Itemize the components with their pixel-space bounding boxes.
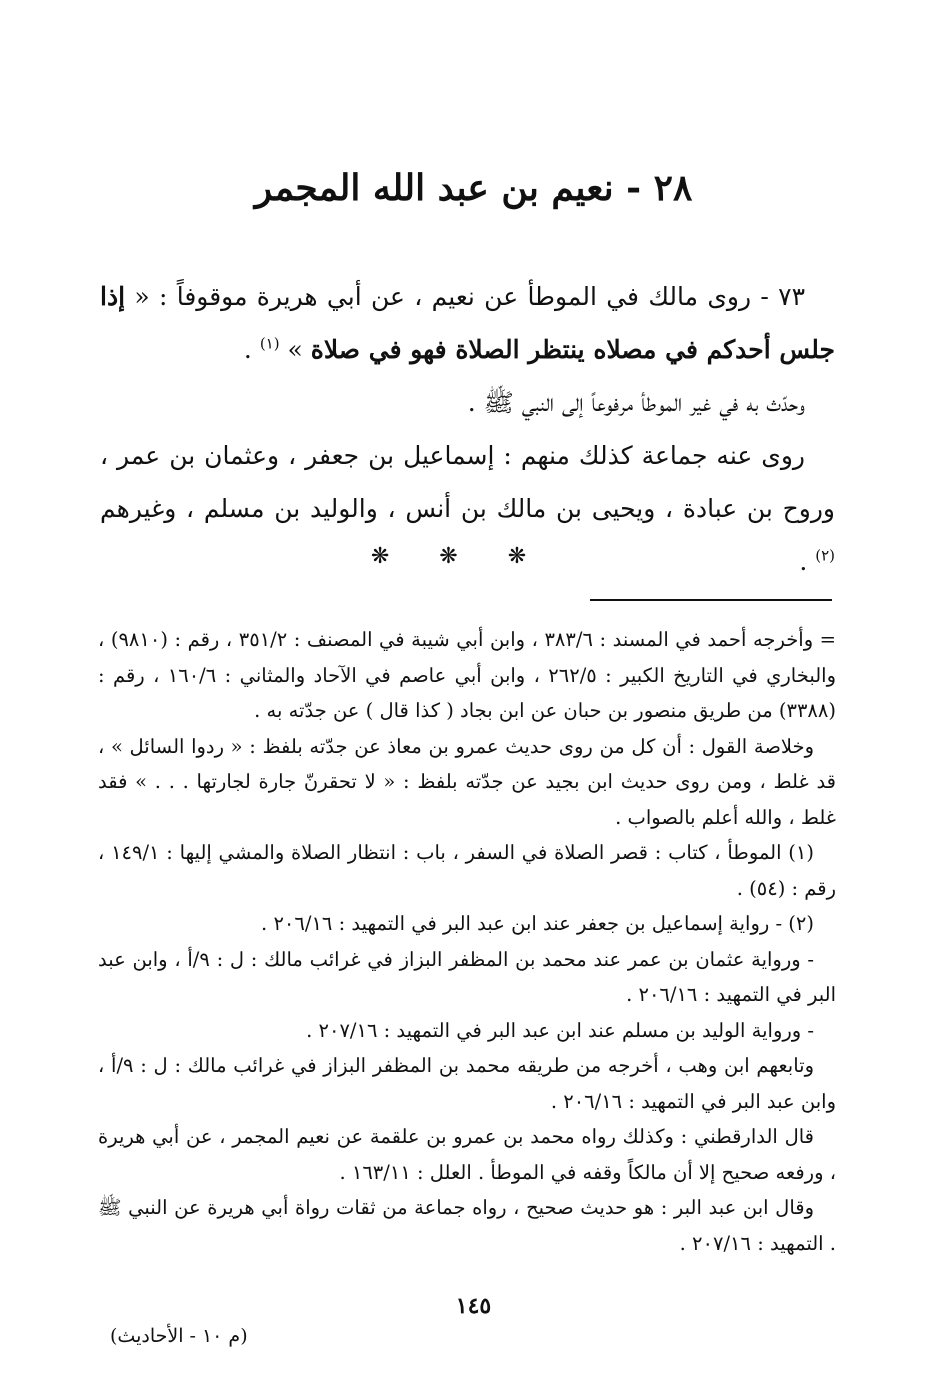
footnote-2-walid: - ورواية الوليد بن مسلم عند ابن عبد البر في التمهيد : ٢٠٧/١٦ .: [306, 1018, 814, 1042]
narrators-text: روى عنه جماعة كذلك منهم : إسماعيل بن جعفر ، وعثمان بن عمر ، وروح بن عبادة ، ويحيى بن مالك بن أنس ، والوليد بن مسلم ، وغيرهم: [100, 441, 835, 523]
footnote-2-ibn-abd-al-barr: وقال ابن عبد البر : هو حديث صحيح ، رواه جماعة من ثقات رواة أبي هريرة عن النبي ﷺ . التمهيد : ٢٠٧/١٦ .: [98, 1196, 836, 1255]
footnote-ref-2[interactable]: (٢): [815, 546, 835, 565]
marfu-paragraph: وحدّث به في غير الموطأ مرفوعاً إلى النبي ﷺ .: [467, 388, 805, 417]
hadith-intro: ٧٣ - روى مالك في الموطأ عن نعيم ، عن أبي هريرة موقوفاً : «: [125, 282, 805, 311]
footnote-2: (٢) - رواية إسماعيل بن جعفر عند ابن عبد البر في التمهيد : ٢٠٦/١٦ .: [261, 912, 814, 935]
narrators-period: .: [799, 547, 816, 576]
period: .: [243, 335, 260, 364]
footnote-2-daraqutni: قال الدارقطني : وكذلك رواه محمد بن عمرو بن علقمة عن نعيم المجمر ، عن أبي هريرة ، ورفعه صحيح إلا أن مالكاً وقفه في الموطأ . العلل : ١٦٣/١١ .: [98, 1125, 836, 1184]
page-number: ١٤٥: [455, 1293, 492, 1319]
footnote-continued: = وأخرجه أحمد في المسند : ٣٨٣/٦ ، وابن أبي شيبة في المصنف : ٣٥١/٢ ، رقم : (٩٨١٠) ، والبخاري في التاريخ الكبير : ٢٦٢/٥ ، وابن أبي عاصم في الآحاد والمثاني : ١٦٠/٦ ، رقم : (٣٣٨٨) من طريق منصور بن حبان عن ابن بجاد ( كذا قال ) عن جدّته به .: [98, 628, 836, 722]
footnote-divider: [590, 599, 832, 601]
footnote-2-ibn-wahb: وتابعهم ابن وهب ، أخرجه من طريقه محمد بن المظفر البزاز في غرائب مالك : ل : ٩/أ ، وابن عبد البر في التمهيد : ٢٠٦/١٦ .: [98, 1054, 836, 1113]
hadith-quote: إذا جلس أحدكم في مصلاه ينتظر الصلاة فهو في صلاة: [100, 282, 835, 364]
main-text: [100, 270, 835, 588]
hadith-paragraph: [100, 270, 835, 376]
footnotes: [98, 622, 836, 1261]
footnote-2-uthman: - ورواية عثمان بن عمر عند محمد بن المظفر البزاز في غرائب مالك : ل : ٩/أ ، وابن عبد البر في التمهيد : ٢٠٦/١٦ .: [98, 947, 836, 1006]
section-separator: ❋❋❋: [370, 544, 577, 569]
printer-signature: (م ١٠ - الأحاديث): [110, 1325, 248, 1347]
footnote-summary: وخلاصة القول : أن كل من روى حديث عمرو بن معاذ عن جدّته بلفظ : « ردوا السائل » ، قد غلط ، ومن روى حديث ابن بجيد عن جدّته بلفظ : « لا تحقرنّ جارة لجارتها . . . » فقد غلط ، والله أعلم بالصواب .: [98, 734, 836, 829]
footnote-1: (١) الموطأ ، كتاب : قصر الصلاة في السفر ، باب : انتظار الصلاة والمشي إليها : ١٤٩/١ ، رقم : (٥٤) .: [98, 841, 836, 900]
quote-close: »: [287, 335, 311, 364]
chapter-title: ٢٨ - نعيم بن عبد الله المجمر: [254, 167, 693, 209]
footnote-ref-1[interactable]: (١): [259, 334, 280, 353]
